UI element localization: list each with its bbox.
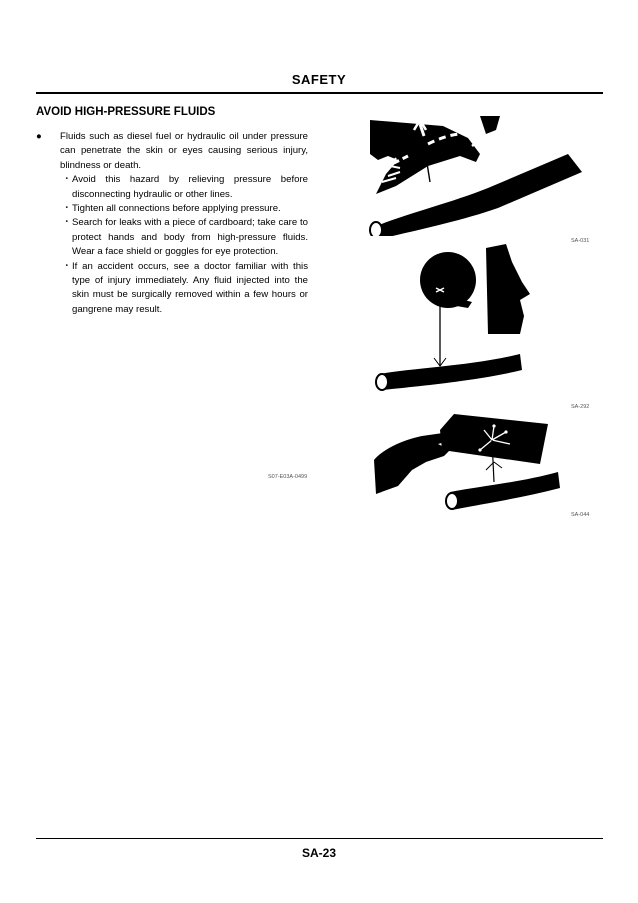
sub-bullet-icon: ・ bbox=[62, 217, 72, 229]
fluid-eye-icon bbox=[372, 242, 542, 392]
figure-code: SA-044 bbox=[571, 512, 590, 518]
figure-code: SA-292 bbox=[571, 404, 590, 410]
sub-item bbox=[36, 173, 308, 202]
sub-bullet-icon: ・ bbox=[62, 260, 72, 272]
bullet-main bbox=[36, 130, 308, 173]
header-title: SAFETY bbox=[291, 72, 347, 87]
body-text bbox=[36, 130, 308, 317]
sub-item bbox=[36, 202, 308, 216]
sub-item bbox=[36, 260, 308, 318]
sub-text: If an accident occurs, see a doctor familiar with this type of injury immediately. Any fluid injected into the skin must be surgically removed within a few hours or gangrene may result. bbox=[72, 260, 308, 315]
sub-text: Avoid this hazard by relieving pressure before disconnecting hydraulic or other lines. bbox=[72, 174, 308, 200]
figure-code: SA-031 bbox=[571, 238, 590, 244]
cardboard-leak-icon bbox=[372, 410, 562, 510]
text-code: S07-E03A-0499 bbox=[268, 474, 308, 480]
page-number: SA-23 bbox=[301, 846, 336, 860]
sub-bullet-icon: ・ bbox=[62, 174, 72, 186]
sub-text: Tighten all connections before applying pressure. bbox=[72, 203, 281, 215]
fluid-hand-icon bbox=[368, 116, 588, 236]
main-text: Fluids such as diesel fuel or hydraulic oil under pressure can penetrate the skin or eyes causing serious injury, blindness or death. bbox=[60, 131, 308, 171]
section-title: AVOID HIGH-PRESSURE FLUIDS bbox=[36, 106, 216, 118]
footer-rule bbox=[36, 838, 603, 839]
sub-text: Search for leaks with a piece of cardboard; take care to protect hands and body from high-pressure fluids. Wear a face shield or goggles for eye protection. bbox=[72, 217, 308, 258]
header-rule bbox=[36, 92, 603, 94]
bullet-icon: ● bbox=[36, 131, 42, 142]
sub-item bbox=[36, 216, 308, 259]
sub-bullet-icon: ・ bbox=[62, 203, 72, 215]
